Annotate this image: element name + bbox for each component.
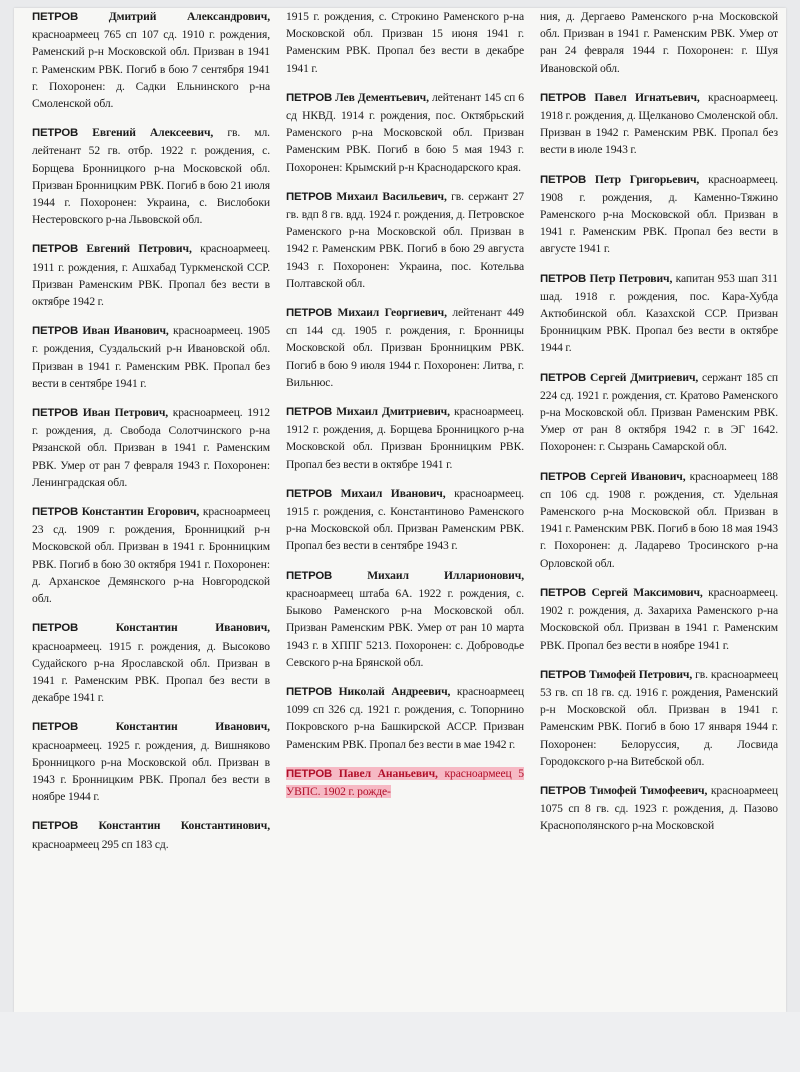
entry	[32, 8, 270, 112]
entry-given-names: Михаил Дмитриевич,	[336, 405, 450, 419]
entry-surname: ПЕТРОВ	[286, 767, 333, 780]
entry-text: красноармеец. 1902 г. рождения, д. Захариха Раменского р-на Московской обл. Призван в 1941 г. Раменским РВК. Пропал без вести в ноябре 1941 г.	[540, 585, 778, 652]
entry-given-names: Константин Иванович,	[115, 621, 270, 635]
entry-surname: ПЕТРОВ	[32, 127, 79, 140]
entry-text: красноармеец. 1915 г. рождения, д. Высоково Судайского р-на Ярославской обл. Призван в 1941 г. Раменским РВК. Пропал без вести в декабре 1941 г.	[32, 639, 270, 705]
entry-surname: ПЕТРОВ	[32, 243, 79, 256]
entry-text: красноармеец. 1908 г. рождения, д. Каменно-Тяжино Раменского р-на Московской обл. Призван в 1941 г. Раменским РВК. Пропал без вести в августе 1941 г.	[540, 172, 778, 256]
entry-text: красноармеец 295 сп 183 сд.	[32, 837, 169, 851]
entry-surname: ПЕТРОВ	[286, 569, 333, 582]
entry	[32, 124, 270, 228]
entry-given-names: Николай Андреевич,	[338, 684, 451, 698]
entry	[32, 503, 270, 607]
entry-surname: ПЕТРОВ	[540, 470, 587, 483]
entry-text: красноармеец штаба 6А. 1922 г. рождения, с. Быково Раменского р-на Московской обл. Призван Раменским РВК. Умер от ран 10 марта 1943 г. в ХППГ 5213. Похоронен: с. Доброводье Севского р-на Брянской обл.	[286, 586, 524, 669]
entry-given-names: Сергей Иванович,	[590, 469, 686, 483]
entry	[286, 89, 524, 176]
entry-surname: ПЕТРОВ	[286, 190, 333, 203]
entry-surname: ПЕТРОВ	[32, 11, 79, 23]
entry-given-names: Павел Ананьевич,	[338, 766, 438, 780]
entry	[32, 817, 270, 852]
entry-text: красноармеец 1075 сп 8 гв. сд. 1923 г. рождения, д. Пазово Краснополянского р-на Московской	[540, 783, 778, 833]
entry-text: красноармеец. 1925 г. рождения, д. Вишняково Бронницкого р-на Московской обл. Призван в 1943 г. Бронницким РВК. Пропал без вести в ноябре 1944 г.	[32, 738, 270, 804]
entry	[32, 240, 270, 310]
entry	[286, 403, 524, 473]
entry	[540, 666, 778, 770]
entry-given-names: Сергей Максимович,	[591, 585, 703, 599]
entry	[540, 270, 778, 357]
entry-surname: ПЕТРОВ	[540, 173, 587, 186]
entry-surname: ПЕТРОВ	[32, 407, 79, 420]
entry	[540, 782, 778, 835]
entry-given-names: Петр Григорьевич,	[594, 172, 700, 186]
entry	[32, 619, 270, 706]
entry-text: красноармеец 765 сп 107 сд. 1910 г. рождения, Раменский р-н Московской обл. Призван в 1941 г. Раменским РВК. Погиб в бою 7 сентября 1941 г. Похоронен: д. Садки Ельнинского р-на Смоленской обл.	[32, 28, 270, 111]
entry-given-names: Сергей Дмитриевич,	[589, 370, 699, 384]
entry	[540, 369, 778, 456]
entry	[32, 718, 270, 805]
entry-given-names: Тимофей Тимофеевич,	[589, 783, 708, 797]
entry-surname: ПЕТРОВ	[286, 685, 333, 698]
viewer-background	[0, 1012, 800, 1072]
entry-surname: ПЕТРОВ	[32, 820, 79, 833]
entry-given-names: Михаил Иванович,	[340, 486, 446, 500]
entry-text: красноармеец. 1912 г. рождения, д. Борщева Бронницкого р-на Московской обл. Призван Бронницким РВК. Пропал без вести в октябре 1941 г.	[286, 405, 524, 471]
entry-given-names: Лев Дементьевич,	[335, 90, 429, 104]
entry-text: 1915 г. рождения, с. Строкино Раменского р-на Московской обл. Призван 15 июня 1941 г. Раменским РВК. Пропал без вести в декабре 1941 г.	[286, 10, 524, 75]
entry-given-names: Евгений Алексеевич,	[92, 126, 214, 140]
entry	[540, 584, 778, 654]
entry	[286, 567, 524, 671]
entry-continued	[286, 8, 524, 77]
entry-text: красноармеец 23 сд. 1909 г. рождения, Бронницкий р-н Московской обл. Призван в 1941 г. Бронницким РВК. Погиб в бою 30 октября 1941 г. Похоронен: д. Арханское Демянского р-на Новгородской обл.	[32, 505, 270, 606]
entry-surname: ПЕТРОВ	[32, 506, 79, 519]
entry-surname: ПЕТРОВ	[286, 487, 333, 500]
entry-surname: ПЕТРОВ	[286, 91, 333, 104]
entry-given-names: Константин Константинович,	[98, 819, 270, 833]
entry-surname: ПЕТРОВ	[32, 325, 79, 338]
entry-text: красноармеец. 1911 г. рождения, г. Ашхабад Туркменской ССР. Призван Раменским РВК. Пропал без вести в октябре 1942 г.	[32, 242, 270, 309]
column-2	[286, 8, 524, 1012]
entry-surname: ПЕТРОВ	[286, 307, 333, 320]
entry-given-names: Михаил Илларионович,	[367, 568, 524, 582]
entry-surname: ПЕТРОВ	[286, 406, 333, 419]
entry-text: гв. мл. лейтенант 52 гв. отбр. 1922 г. рождения, с. Борщева Бронницкого р-на Московской обл. Призван Бронницким РВК. Погиб в бою 21 июля 1944 г. Похоронен: Украина, с. Вислобоки Нестеровского р-на Львовской обл.	[32, 126, 270, 227]
document-page	[14, 8, 786, 1012]
entry-given-names: Павел Игнатьевич,	[594, 90, 700, 104]
entry-given-names: Константин Егорович,	[81, 505, 200, 519]
entry-text: гв. сержант 27 гв. вдп 8 гв. вдд. 1924 г. рождения, д. Петровское Раменского р-на Московской обл. Призван в 1942 г. Раменским РВК. Погиб в бою 29 августа 1943 г. Похоронен: Украина, пос. Котельва Полтавской обл.	[286, 189, 524, 290]
column-3	[540, 8, 778, 1012]
entry-given-names: Михаил Васильевич,	[336, 189, 447, 203]
entry-surname: ПЕТРОВ	[540, 586, 587, 599]
entry	[286, 683, 524, 753]
column-1	[32, 8, 270, 1012]
entry-given-names: Евгений Петрович,	[86, 242, 192, 256]
entry-text: красноармеец. 1905 г. рождения, Суздальский р-н Ивановской обл. Призван в 1941 г. Раменским РВК. Пропал без вести в сентябре 1941 г.	[32, 324, 270, 390]
entry-text: красноармеец. 1915 г. рождения, с. Константиново Раменского р-на Московской обл. Призван Раменским РВК. Пропал без вести в сентябре 1943 г.	[286, 486, 524, 553]
entry-text: красноармеец 188 сп 106 сд. 1908 г. рождения, ст. Удельная Раменского р-на Московской обл. Призван в 1941 г. Раменским РВК. Погиб в бою 18 мая 1943 г. Похоронен: д. Ладарево Тросинского р-на Орловской обл.	[540, 469, 778, 570]
entry-highlighted	[286, 765, 524, 800]
entry	[32, 322, 270, 392]
entry-given-names: Иван Иванович,	[82, 324, 169, 338]
entry-text: ния, д. Дергаево Раменского р-на Московской обл. Призван в 1941 г. Раменским РВК. Умер от ран 24 февраля 1944 г. Похоронен: г. Шуя Ивановской обл.	[540, 10, 778, 75]
entry-surname: ПЕТРОВ	[540, 784, 587, 797]
entry	[286, 304, 524, 391]
entry-continued	[540, 8, 778, 77]
entry-text: гв. красноармеец 53 гв. сп 18 гв. сд. 1916 г. рождения, Раменский р-н Московской обл. Призван в 1941 г. Раменским РВК. Погиб в бою 17 января 1944 г. Похоронен: Белоруссия, д. Лосвида Городокского р-на Витебской обл.	[540, 667, 778, 768]
entry	[540, 171, 778, 258]
entry-surname: ПЕТРОВ	[32, 622, 79, 635]
entry	[32, 404, 270, 491]
entry-text: красноармеец. 1912 г. рождения, д. Свобода Солотчинского р-на Рязанской обл. Призван в 1941 г. Раменским РВК. Умер от ран 7 февраля 1943 г. Похоронен: Ленинградская обл.	[32, 406, 270, 489]
entry-surname: ПЕТРОВ	[540, 272, 587, 285]
entry-surname: ПЕТРОВ	[540, 371, 587, 384]
entry-text: лейтенант 449 сп 144 сд. 1905 г. рождения, г. Бронницы Московской обл. Призван Бронницким РВК. Погиб в бою 9 июля 1944 г. Похоронен: Литва, г. Вильнюс.	[286, 306, 524, 389]
entry	[540, 89, 778, 159]
entry-text: капитан 953 шап 311 шад. 1918 г. рождения, пос. Кара-Хубда Актюбинской обл. Казахской ССР. Призван Бронницким РВК. Пропал без вести в октябре 1944 г.	[540, 271, 778, 355]
entry-text: сержант 185 сп 224 сд. 1921 г. рождения, ст. Кратово Раменского р-на Московской обл. Призван Раменским РВК. Умер от ран 8 октября 1942 г. в ЭГ 1642. Похоронен: г. Сызрань Самарской обл.	[540, 370, 778, 454]
entry-surname: ПЕТРОВ	[32, 721, 79, 734]
entry-given-names: Михаил Георгиевич,	[337, 306, 447, 320]
entry-text: лейтенант 145 сп 6 сд НКВД. 1914 г. рождения, пос. Октябрьский Раменского р-на Московской обл. Призван Раменским РВК. Погиб в бою 5 мая 1943 г. Похоронен: Крымский р-н Краснодарского края.	[286, 90, 524, 174]
entry-given-names: Константин Иванович,	[115, 720, 270, 734]
entry	[540, 468, 778, 572]
entry-given-names: Тимофей Петрович,	[589, 667, 693, 681]
entry-given-names: Иван Петрович,	[82, 406, 169, 420]
entry-given-names: Дмитрий Александрович,	[108, 10, 270, 23]
entry-surname: ПЕТРОВ	[540, 91, 587, 104]
entry-text: красноармеец 1099 сп 326 сд. 1921 г. рождения, с. Топорнино Покровского р-на Башкирской АССР. Призван Раменским РВК. Пропал без вести в мае 1942 г.	[286, 684, 524, 751]
entry-text: красноармеец. 1918 г. рождения, д. Щелканово Смоленской обл. Призван в 1942 г. Раменским РВК. Пропал без вести в июле 1943 г.	[540, 90, 778, 157]
entry-given-names: Петр Петрович,	[589, 271, 673, 285]
entry-text: красноармеец 5 УВПС. 1902 г. рожде-	[286, 766, 524, 798]
entry	[286, 188, 524, 292]
entry-surname: ПЕТРОВ	[540, 668, 587, 681]
entry	[286, 485, 524, 555]
